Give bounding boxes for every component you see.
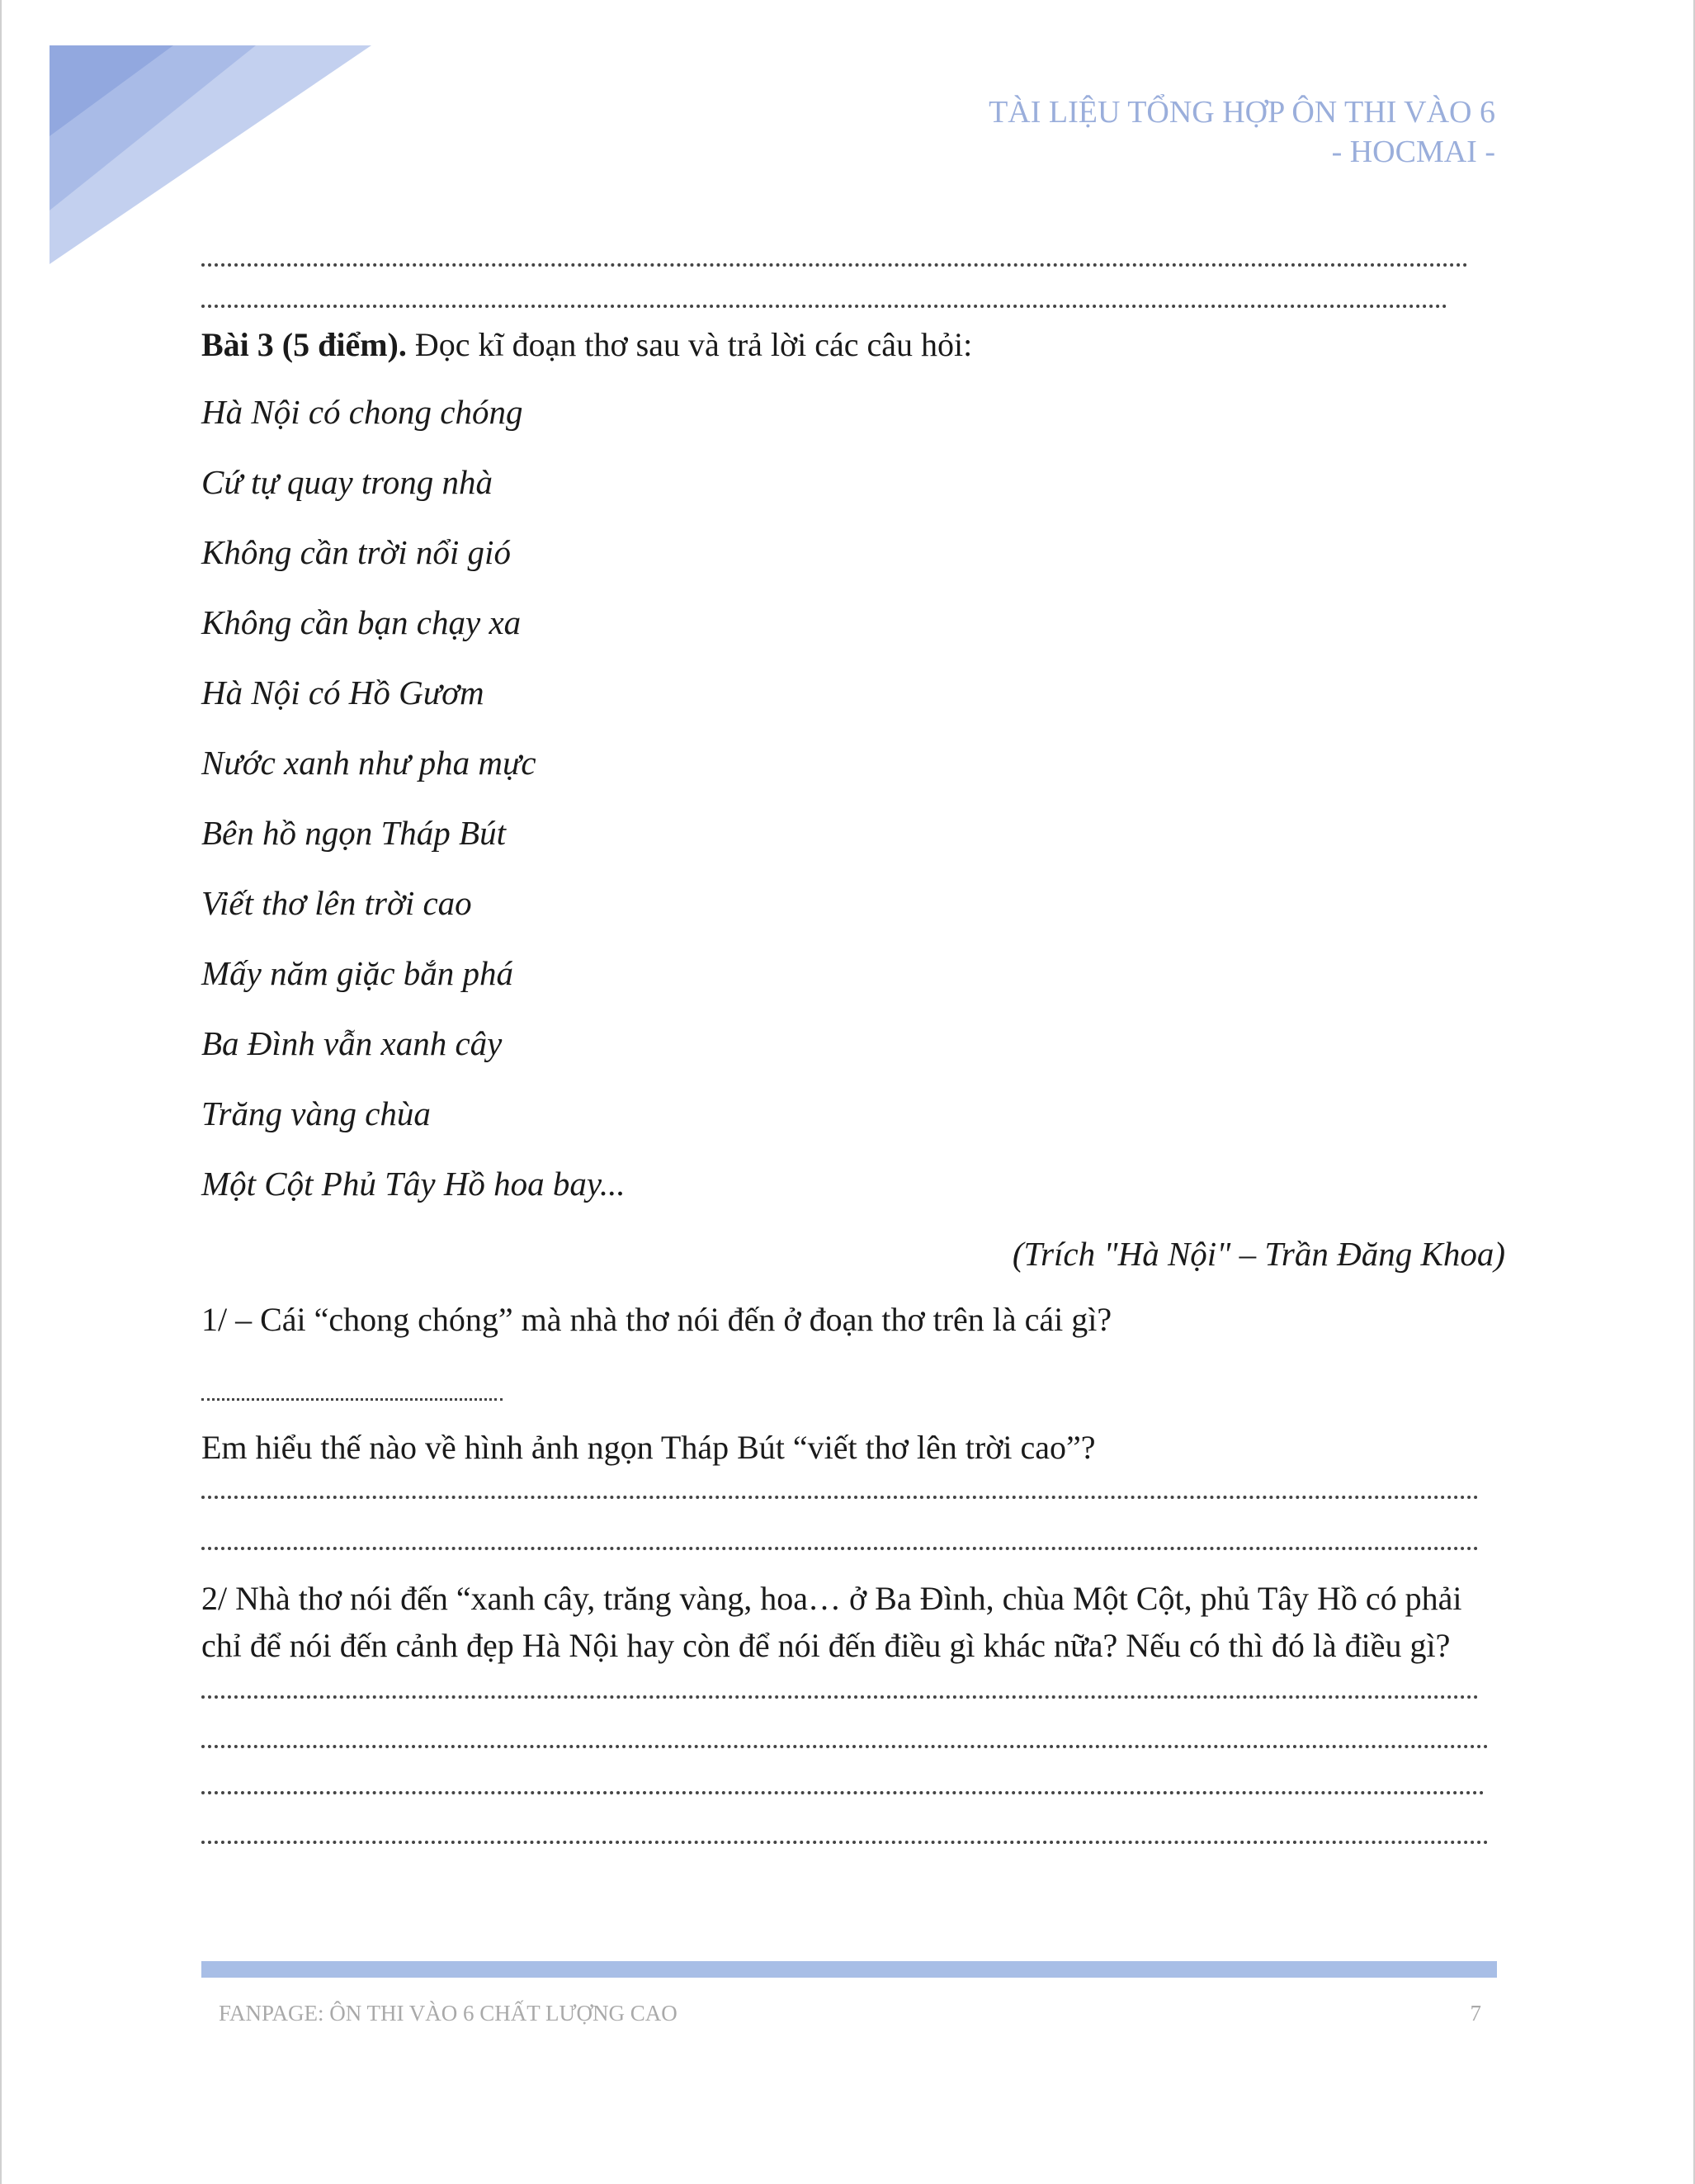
header-subtitle: - HOCMAI - bbox=[1331, 135, 1495, 169]
exercise-label: Bài 3 (5 điểm). bbox=[201, 326, 407, 363]
page-footer bbox=[219, 2001, 1481, 2026]
poem-line: Mấy năm giặc bắn phá bbox=[201, 954, 514, 992]
poem-line: Một Cột Phủ Tây Hồ hoa bay... bbox=[201, 1165, 626, 1203]
footer-divider bbox=[201, 1961, 1497, 1978]
document-body bbox=[201, 227, 1505, 1855]
answer-line bbox=[201, 1510, 1501, 1562]
poem-line: Cứ tự quay trong nhà bbox=[201, 463, 493, 501]
answer-line bbox=[201, 1710, 1501, 1760]
exercise-title bbox=[201, 324, 1501, 366]
answer-line bbox=[201, 1358, 1501, 1407]
question-1a: 1/ – Cái “chong chóng” mà nhà thơ nói đến ở đoạn thơ trên là cái gì? bbox=[201, 1301, 1112, 1338]
answer-line bbox=[201, 227, 1501, 278]
question-1b: Em hiểu thế nào về hình ảnh ngọn Tháp Bút “viết thơ lên trời cao”? bbox=[201, 1429, 1096, 1466]
poem-line: Không cần bạn chạy xa bbox=[201, 603, 522, 641]
page-number: 7 bbox=[1470, 2001, 1481, 2026]
answer-line bbox=[201, 1806, 1501, 1855]
poem-line: Không cần trời nổi gió bbox=[201, 533, 511, 571]
poem-line: Hà Nội có Hồ Gươm bbox=[201, 674, 484, 711]
page-header bbox=[989, 92, 1495, 172]
poem-line: Bên hồ ngọn Tháp Bút bbox=[201, 814, 506, 852]
poem-line: Hà Nội có chong chóng bbox=[201, 393, 523, 431]
question-2: 2/ Nhà thơ nói đến “xanh cây, trăng vàng, hoa… ở Ba Đình, chùa Một Cột, phủ Tây Hồ có phải chỉ để nói đến cảnh đẹp Hà Nội hay còn để nói đến điều gì khác nữa? Nếu có thì đó là điều gì? bbox=[201, 1580, 1462, 1664]
poem bbox=[201, 377, 1501, 1219]
poem-line: Ba Đình vẫn xanh cây bbox=[201, 1024, 503, 1062]
header-title: TÀI LIỆU TỔNG HỢP ÔN THI VÀO 6 bbox=[989, 95, 1495, 130]
poem-line: Nước xanh như pha mực bbox=[201, 744, 536, 782]
poem-line: Viết thơ lên trời cao bbox=[201, 884, 472, 922]
poem-source: (Trích "Hà Nội" – Trần Đăng Khoa) bbox=[1012, 1235, 1505, 1273]
poem-line: Trăng vàng chùa bbox=[201, 1094, 431, 1132]
answer-line bbox=[201, 1760, 1501, 1806]
footer-fanpage: FANPAGE: ÔN THI VÀO 6 CHẤT LƯỢNG CAO bbox=[219, 2001, 678, 2026]
answer-line bbox=[201, 1471, 1501, 1510]
answer-line bbox=[201, 278, 1501, 319]
exercise-instruction: Đọc kĩ đoạn thơ sau và trả lời các câu hỏi: bbox=[406, 326, 973, 363]
answer-line bbox=[201, 1669, 1501, 1710]
